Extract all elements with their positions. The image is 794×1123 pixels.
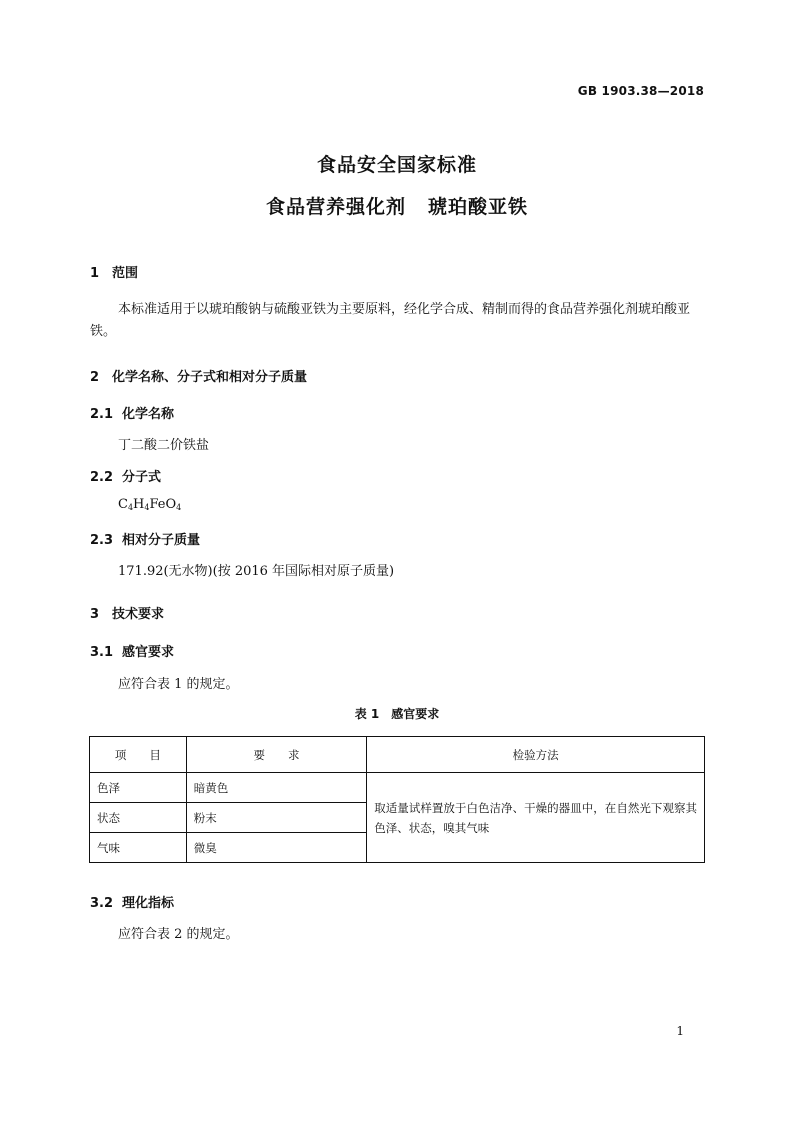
sensory-requirements-table: [89, 736, 705, 863]
subtitle-part-1: 食品营养强化剂: [265, 196, 406, 218]
section-number: 1: [90, 266, 100, 281]
section-title: 相对分子质量: [122, 533, 201, 548]
section-title: 理化指标: [122, 896, 175, 911]
section-3-1-heading: [90, 641, 174, 660]
section-title: 分子式: [122, 470, 162, 485]
section-number: 2.2: [90, 470, 114, 485]
section-title: 技术要求: [112, 607, 165, 622]
section-1-text: 本标准适用于以琥珀酸钠与硫酸亚铁为主要原料，经化学合成、精制而得的食品营养强化剂琥珀酸亚铁。: [90, 302, 691, 339]
formula-h-subscript: 4: [144, 503, 150, 512]
standard-code: GB 1903.38—2018: [577, 84, 704, 98]
formula-o-subscript: 4: [176, 503, 182, 512]
cell-requirement: 微臭: [186, 833, 366, 863]
document-subtitle: [0, 192, 794, 219]
section-2-3-heading: [90, 529, 200, 548]
table-row: [90, 773, 705, 803]
molecular-mass: 171.92(无水物)(按 2016 年国际相对原子质量): [118, 564, 395, 579]
header-requirement: 要 求: [186, 737, 366, 773]
header-method: 检验方法: [367, 737, 705, 773]
document-title: 食品安全国家标准: [316, 154, 477, 176]
cell-method: 取适量试样置放于白色洁净、干燥的器皿中，在自然光下观察其色泽、状态，嗅其气味: [367, 773, 705, 863]
chemical-name: 丁二酸二价铁盐: [118, 438, 210, 453]
section-number: 2: [90, 370, 100, 385]
section-number: 2.1: [90, 407, 114, 422]
cell-requirement: 暗黄色: [186, 773, 366, 803]
cell-item: 状态: [90, 803, 187, 833]
section-number: 3.2: [90, 896, 114, 911]
section-title: 感官要求: [122, 645, 175, 660]
molecular-formula: [118, 497, 181, 512]
cell-requirement: 粉末: [186, 803, 366, 833]
section-3-1-text: 应符合表 1 的规定。: [118, 677, 239, 692]
section-3-heading: [90, 603, 164, 622]
section-title: 化学名称: [122, 407, 175, 422]
section-2-1-heading: [90, 403, 174, 422]
table-1-caption: [0, 705, 794, 722]
cell-item: 气味: [90, 833, 187, 863]
section-2-heading: [90, 366, 307, 385]
section-number: 3.1: [90, 645, 114, 660]
section-number: 3: [90, 607, 100, 622]
section-title: 范围: [112, 266, 139, 281]
formula-feo: FeO: [149, 497, 177, 512]
page-number: 1: [676, 1024, 684, 1038]
section-1-heading: [90, 262, 138, 281]
formula-c-subscript: 4: [127, 503, 134, 512]
table-caption-number: 表 1: [354, 707, 380, 721]
section-title: 化学名称、分子式和相对分子质量: [112, 370, 308, 385]
header-item: 项 目: [90, 737, 187, 773]
formula-c: C: [118, 497, 128, 512]
formula-h: H: [133, 497, 145, 512]
table-caption-title: 感官要求: [391, 707, 440, 721]
section-3-2-text: 应符合表 2 的规定。: [118, 927, 239, 942]
section-number: 2.3: [90, 533, 114, 548]
cell-item: 色泽: [90, 773, 187, 803]
section-3-2-heading: [90, 892, 174, 911]
table-header-row: [90, 737, 705, 773]
subtitle-part-2: 琥珀酸亚铁: [428, 196, 529, 218]
section-2-2-heading: [90, 466, 161, 485]
